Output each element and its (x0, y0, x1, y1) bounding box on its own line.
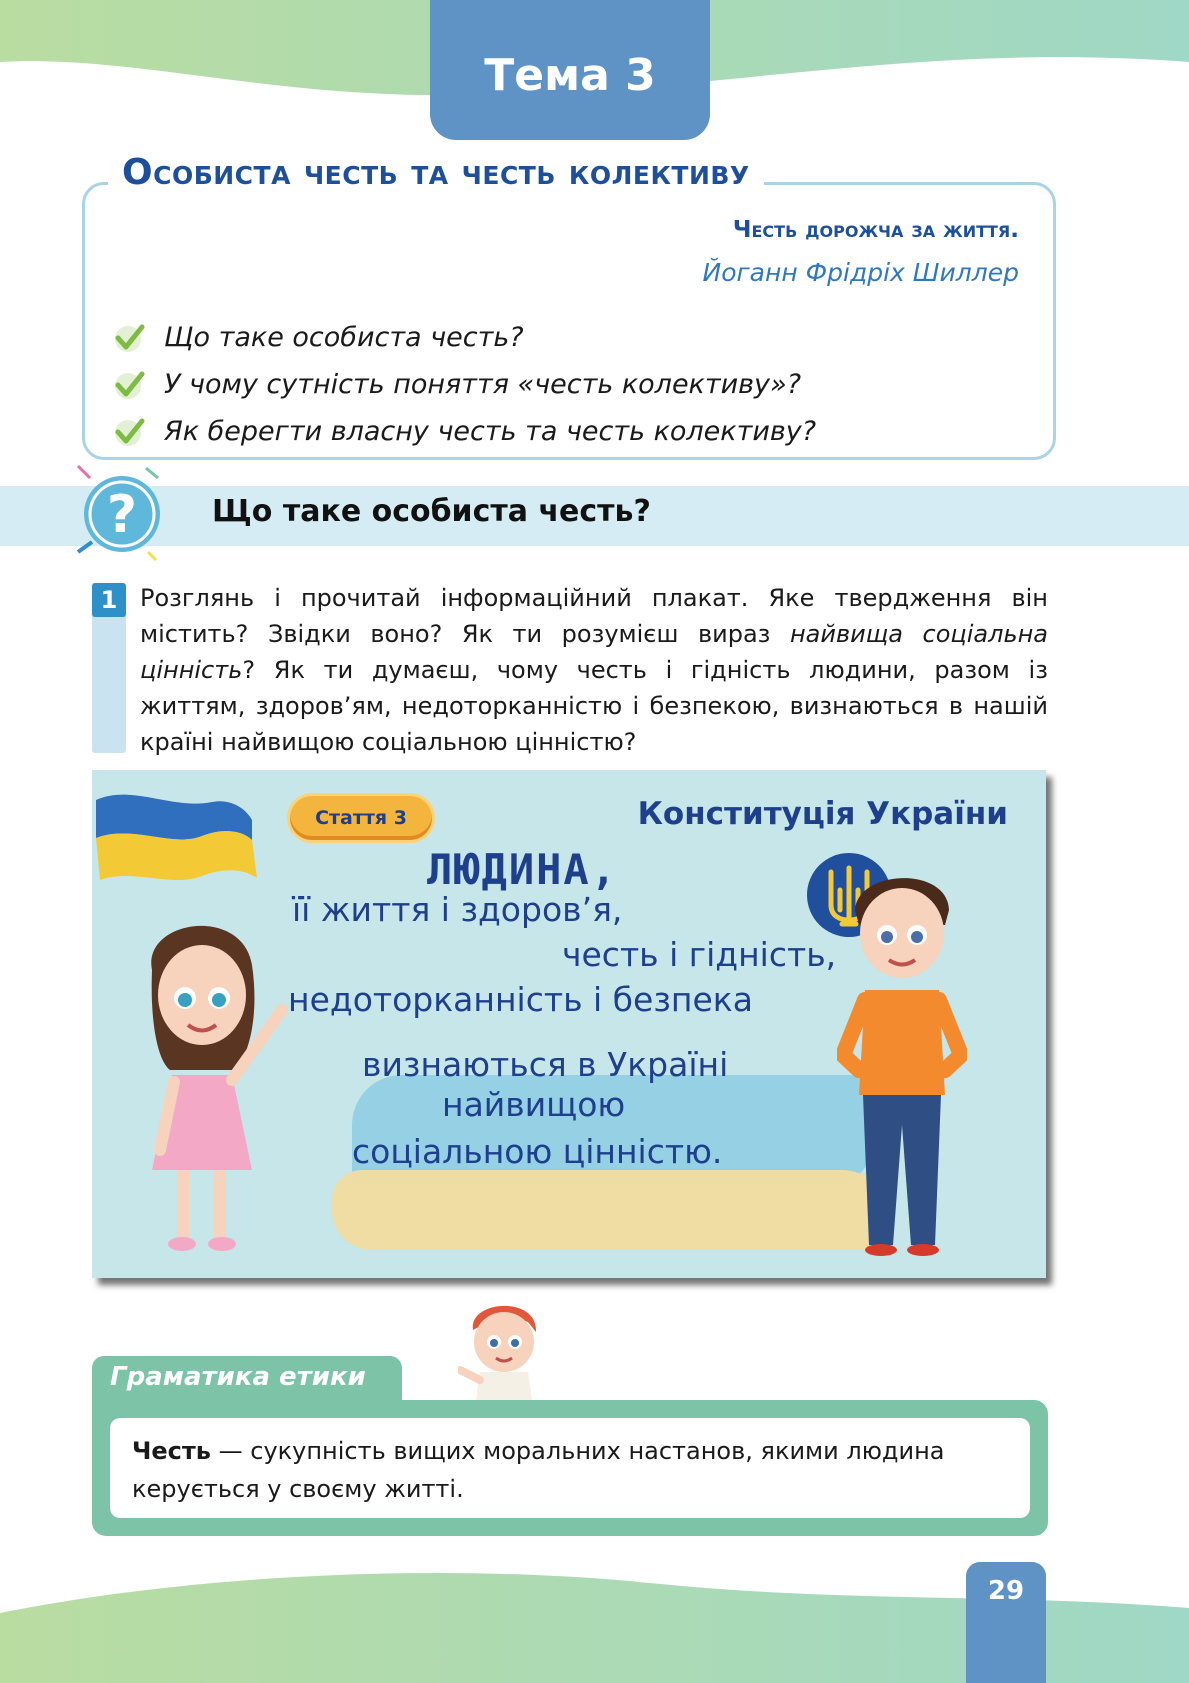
ethics-grammar-label: Граматика етики (110, 1362, 366, 1392)
task-text-part: Розглянь і прочитай інформаційний плакат. Яке твердження він містить? Звідки воно? Як ти розумієш вираз (140, 584, 1048, 648)
lesson-title: Особиста честь та честь колективу (108, 152, 764, 193)
key-questions-list (112, 314, 816, 455)
question-icon (76, 464, 176, 564)
question-text: Як берегти власну честь та честь колективу? (164, 416, 817, 447)
ukraine-flag-icon (92, 780, 262, 900)
ethics-grammar-tab (92, 1356, 402, 1404)
list-item (112, 408, 816, 455)
topic-label: Тема 3 (484, 49, 656, 101)
topic-tab (430, 0, 710, 140)
poster-line: її життя і здоров’я, (292, 890, 623, 929)
checkmark-icon (112, 321, 146, 355)
task-text-italic: найвища соціальна цінність (140, 620, 1049, 684)
definition-card (110, 1418, 1030, 1518)
yellow-paint-stroke (332, 1170, 892, 1250)
poster-heading: Конституція України (637, 796, 1008, 832)
poster-line: ЛЮДИНА, (427, 845, 619, 894)
question-text: У чому сутність поняття «честь колективу»? (164, 369, 802, 400)
section-title: Що таке особиста честь? (212, 494, 651, 529)
poster-line: честь і гідність, (562, 935, 837, 974)
girl-illustration (122, 910, 302, 1260)
question-text: Що таке особиста честь? (164, 322, 524, 353)
article-badge: Стаття 3 (290, 796, 432, 840)
definition-body: — сукупність вищих моральних настанов, якими людина керується у своєму житті. (132, 1437, 945, 1503)
mascot-boy-illustration (458, 1300, 548, 1400)
poster-line: найвищою (442, 1085, 626, 1124)
task-text (140, 580, 1048, 760)
checkmark-icon (112, 415, 146, 449)
epigraph-author: Йоганн Фрідріх Шиллер (702, 258, 1019, 287)
poster-line: визнаються в Україні (362, 1045, 729, 1084)
definition-term: Честь (132, 1437, 211, 1465)
checkmark-icon (112, 368, 146, 402)
boy-illustration (837, 865, 967, 1260)
list-item (112, 361, 816, 408)
constitution-poster (92, 770, 1046, 1278)
svg-text:?: ? (106, 485, 138, 545)
definition-text (132, 1432, 1012, 1508)
page-number: 29 (966, 1562, 1046, 1683)
epigraph-quote: Честь дорожча за життя. (732, 217, 1019, 243)
list-item (112, 314, 816, 361)
poster-line: недоторканність і безпека (288, 980, 753, 1019)
task-number: 1 (92, 583, 126, 617)
ethics-grammar-box (92, 1400, 1048, 1536)
poster-line: соціальною цінністю. (352, 1132, 723, 1171)
task-text-part: ? Як ти думаєш, чому честь і гідність людини, разом із життям, здоров’ям, недоторканністю і безпекою, визнаються в нашій країні найвищою соціальною цінністю? (140, 656, 1048, 756)
